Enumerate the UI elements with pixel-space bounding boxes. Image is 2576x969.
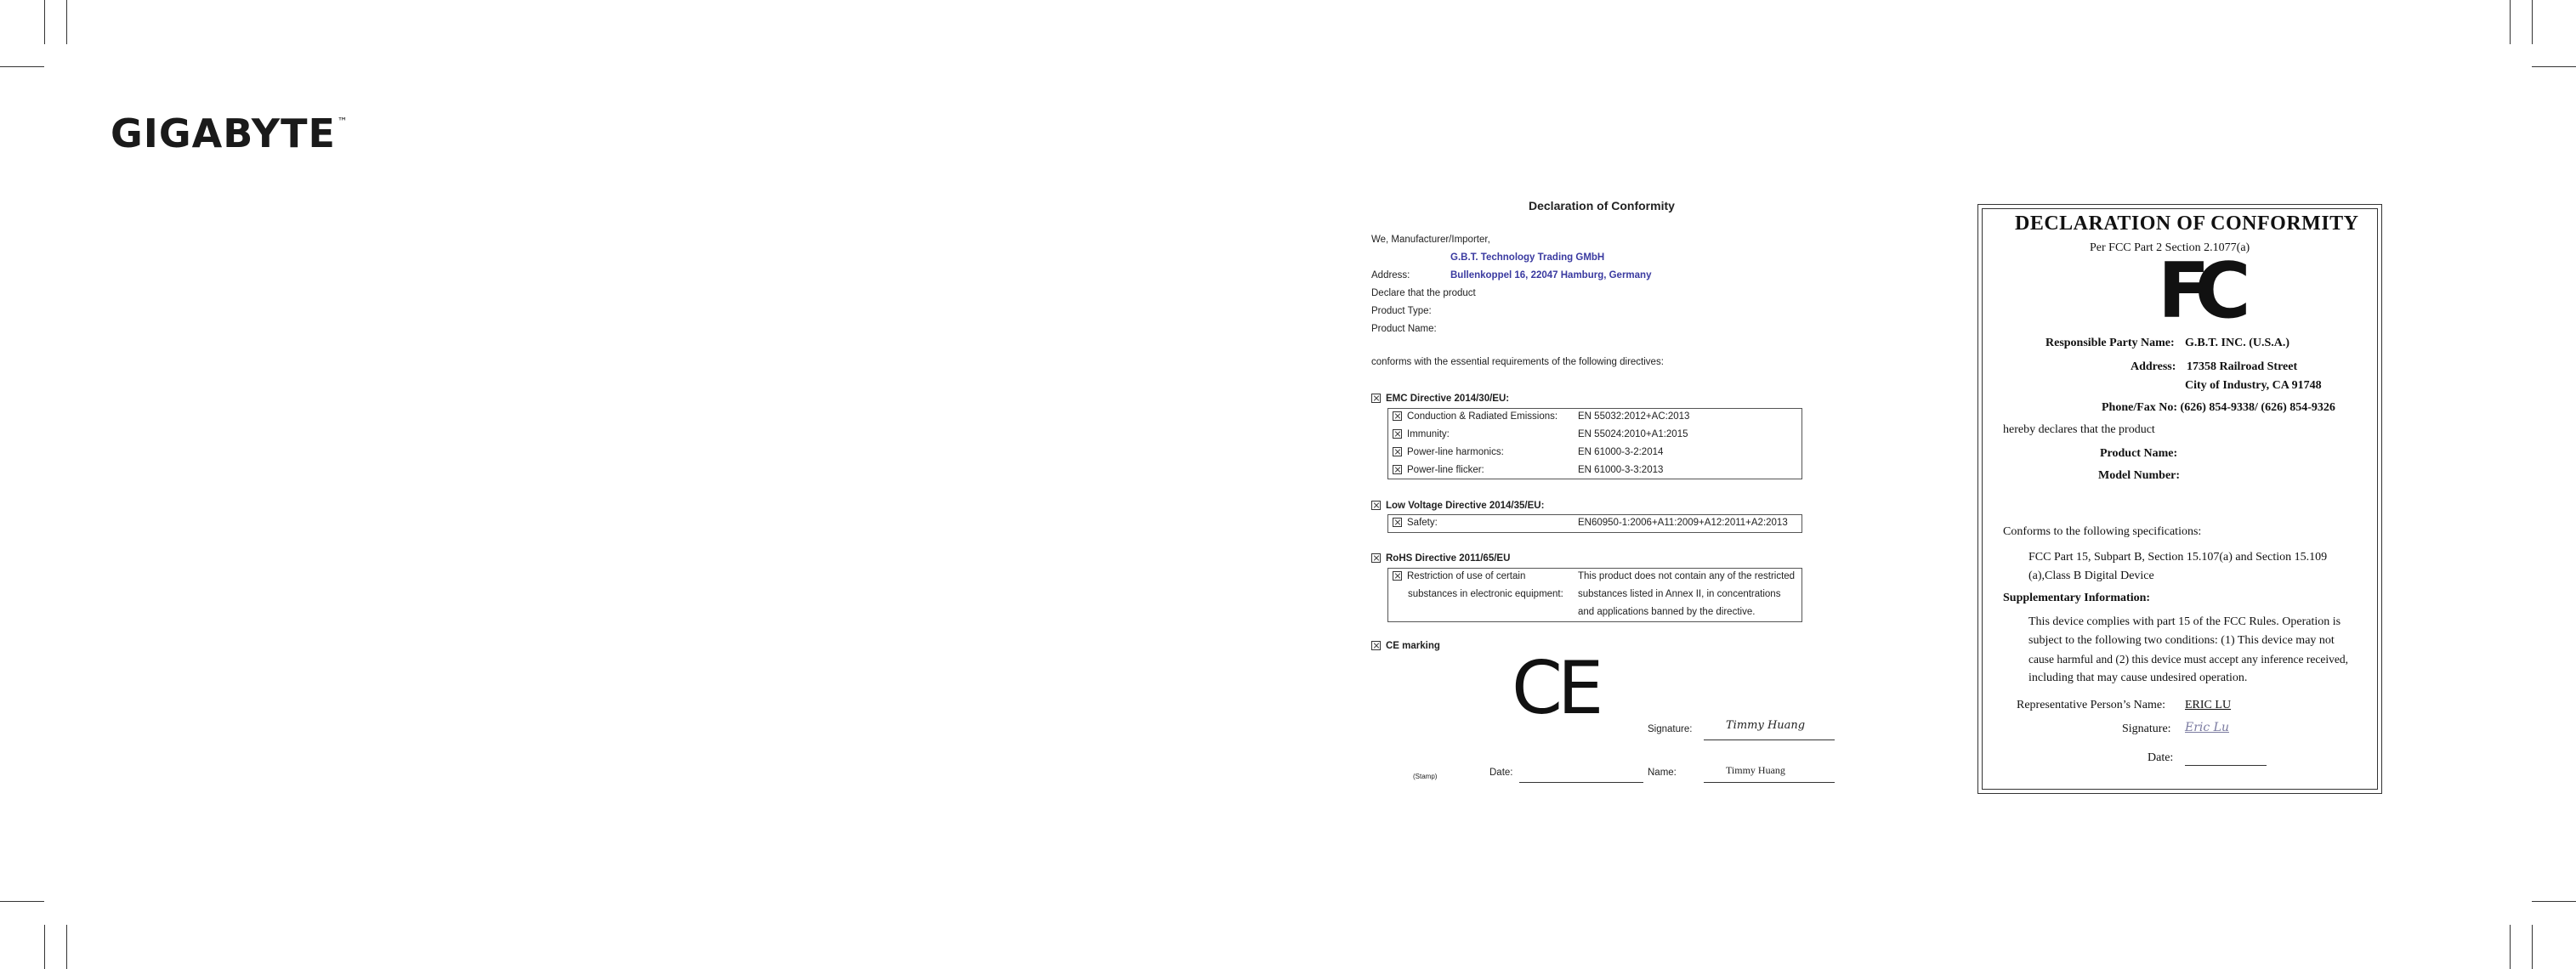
supp-line: subject to the following two conditions: (1) This device may not — [2028, 634, 2335, 647]
checkbox-icon — [1393, 571, 1402, 581]
supp-heading: Supplementary Information: — [2003, 592, 2151, 604]
spec-line: (a),Class B Digital Device — [2028, 570, 2154, 582]
supp-line: cause harmful and (2) this device must accept any inference received, — [2028, 653, 2348, 666]
eu-title: Declaration of Conformity — [1529, 199, 1675, 212]
rep-label: Representative Person’s Name: — [2017, 699, 2165, 711]
ce-heading: CE marking — [1371, 641, 1440, 651]
party-label: Responsible Party Name: — [2045, 337, 2175, 349]
supp-line: This device complies with part 15 of the FCC Rules. Operation is — [2028, 615, 2341, 628]
address-line: 17358 Railroad Street — [2187, 360, 2298, 373]
emc-value: EN 55032:2012+AC:2013 — [1578, 411, 1690, 422]
product-name-label: Product Name: — [2100, 447, 2178, 460]
signature-label: Signature: — [1648, 724, 1693, 734]
fcc-title: DECLARATION OF CONFORMITY — [2015, 212, 2359, 235]
lvd-row: Safety: — [1393, 518, 1438, 528]
fcc-date-label: Date: — [2148, 751, 2174, 764]
declares-text: hereby declares that the product — [2003, 423, 2155, 436]
rep-value: ERIC LU — [2185, 699, 2232, 711]
date-line — [1519, 782, 1643, 783]
name-line — [1704, 782, 1835, 783]
product-type-label: Product Type: — [1371, 306, 1432, 316]
rohs-label: substances in electronic equipment: — [1408, 589, 1563, 599]
emc-value: EN 55024:2010+A1:2015 — [1578, 429, 1688, 439]
emc-row: Conduction & Radiated Emissions: — [1393, 411, 1558, 422]
checkbox-icon — [1393, 411, 1402, 421]
conforms-text: Conforms to the following specifications: — [2003, 525, 2202, 538]
emc-value: EN 61000-3-2:2014 — [1578, 447, 1664, 457]
checkbox-icon — [1371, 501, 1381, 510]
checkbox-icon — [1393, 465, 1402, 474]
fcc-date-line — [2185, 765, 2267, 766]
lvd-value: EN60950-1:2006+A11:2009+A12:2011+A2:2013 — [1578, 518, 1788, 528]
emc-heading: EMC Directive 2014/30/EU: — [1371, 394, 1509, 404]
emc-row: Power-line harmonics: — [1393, 447, 1504, 457]
emc-value: EN 61000-3-3:2013 — [1578, 465, 1664, 475]
phone-fax: Phone/Fax No: (626) 854-9338/ (626) 854-9326 — [2102, 401, 2335, 414]
rohs-value: substances listed in Annex II, in concentrations — [1578, 589, 1781, 599]
conforms-text: conforms with the essential requirements of the following directives: — [1371, 357, 1664, 367]
fcc-signature-label: Signature: — [2122, 722, 2171, 735]
address-value: Bullenkoppel 16, 22047 Hamburg, Germany — [1450, 270, 1652, 280]
name-label: Name: — [1648, 768, 1677, 778]
emc-row: Immunity: — [1393, 429, 1450, 439]
party-value: G.B.T. INC. (U.S.A.) — [2185, 337, 2290, 349]
checkbox-icon — [1393, 429, 1402, 439]
address-line: City of Industry, CA 91748 — [2185, 379, 2322, 392]
fcc-subtitle: Per FCC Part 2 Section 2.1077(a) — [2090, 241, 2250, 254]
spec-line: FCC Part 15, Subpart B, Section 15.107(a) and Section 15.109 — [2028, 551, 2328, 564]
name-value: Timmy Huang — [1726, 764, 1785, 776]
company-name: G.B.T. Technology Trading GMbH — [1450, 252, 1605, 263]
checkbox-icon — [1393, 518, 1402, 527]
checkbox-icon — [1371, 394, 1381, 403]
declare-text: Declare that the product — [1371, 288, 1476, 298]
rohs-value: and applications banned by the directive. — [1578, 607, 1756, 617]
model-number-label: Model Number: — [2098, 469, 2181, 482]
checkbox-icon — [1393, 447, 1402, 456]
signature-value: Timmy Huang — [1726, 719, 1806, 732]
rohs-heading: RoHS Directive 2011/65/EU — [1371, 553, 1510, 564]
checkbox-icon — [1371, 641, 1381, 650]
gigabyte-logo: GIGABYTE ™ — [111, 110, 349, 156]
address-label: Address: — [1371, 270, 1410, 280]
address-label: Address: — [2131, 360, 2176, 373]
lvd-heading: Low Voltage Directive 2014/35/EU: — [1371, 501, 1544, 511]
checkbox-icon — [1371, 553, 1381, 563]
date-label: Date: — [1489, 768, 1513, 778]
rohs-label: Restriction of use of certain — [1393, 571, 1525, 581]
product-name-label: Product Name: — [1371, 324, 1437, 334]
fcc-signature-value: Eric Lu — [2185, 721, 2229, 734]
emc-row: Power-line flicker: — [1393, 465, 1484, 475]
rohs-value: This product does not contain any of the restricted — [1578, 571, 1796, 581]
fcc-logo-icon: FC — [2158, 246, 2236, 336]
ce-mark-icon: CE — [1512, 646, 1599, 731]
stamp-label: (Stamp) — [1413, 773, 1438, 780]
supp-line: including that may cause undesired operation. — [2028, 672, 2248, 684]
intro-text: We, Manufacturer/Importer, — [1371, 235, 1490, 245]
